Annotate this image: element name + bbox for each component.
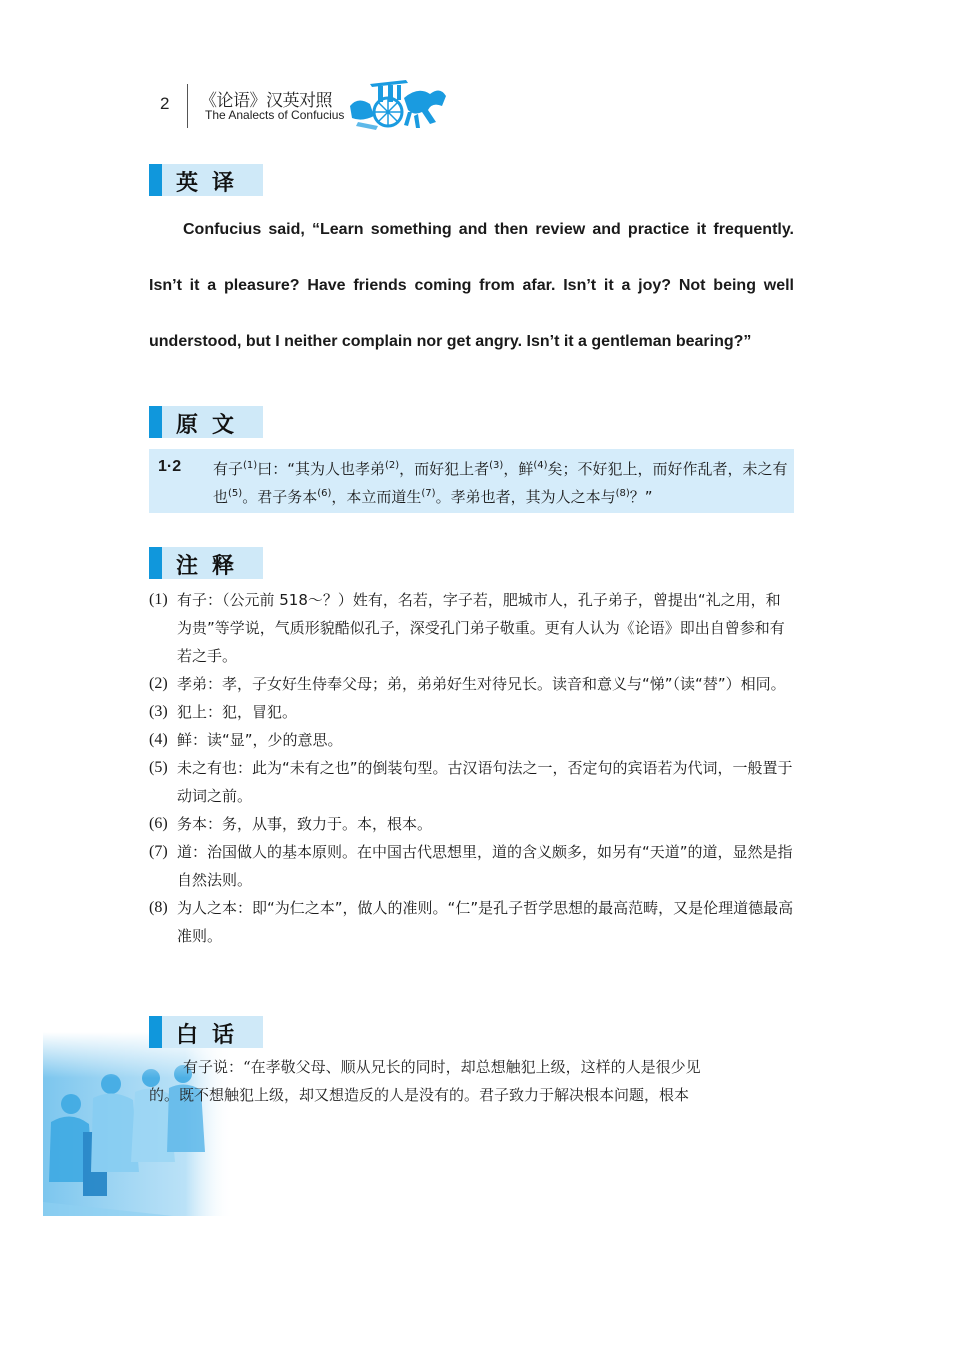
note-item	[149, 698, 794, 726]
section-heading-label: 英译	[176, 171, 249, 196]
page-number: 2	[160, 94, 170, 113]
note-item	[149, 810, 794, 838]
note-item	[149, 670, 794, 698]
accent-bar	[149, 406, 162, 438]
passage-text: ？”	[629, 488, 653, 506]
notes-list	[149, 586, 794, 950]
footnote-marker: (3)	[489, 460, 504, 471]
note-number: (1)	[149, 591, 168, 608]
passage-text: 矣；不好犯上，而好作乱者，未之有也	[213, 460, 788, 506]
footnote-marker: (6)	[317, 488, 332, 499]
note-item	[149, 754, 794, 810]
note-text: 为人之本：即“为仁之本”，做人的准则。“仁”是孔子哲学思想的最高范畴，又是伦理道德最高准则。	[177, 899, 794, 945]
footnote-marker: (7)	[421, 488, 436, 499]
chariot-emblem-icon	[348, 76, 450, 134]
note-number: (6)	[149, 815, 168, 832]
original-passage	[213, 455, 789, 511]
footnote-marker: (2)	[384, 460, 400, 471]
note-item	[149, 838, 794, 894]
note-text: 鲜：读“显”，少的意思。	[177, 731, 343, 749]
passage-text: ，而好犯上者	[399, 460, 490, 478]
section-heading-original	[149, 406, 263, 438]
note-text: 未之有也：此为“未有之也”的倒装句型。古汉语句法之一，否定句的宾语若为代词，一般置于动词之前。	[177, 759, 793, 805]
section-heading-notes	[149, 547, 263, 579]
footnote-marker: (4)	[533, 460, 548, 471]
passage-text: 有子	[213, 460, 244, 478]
footnote-marker: (1)	[243, 460, 258, 471]
note-text: 孝弟：孝，子女好生侍奉父母；弟，弟弟好生对待兄长。读音和意义与“悌”（读“替”）相同。	[177, 675, 786, 693]
section-heading-label: 白话	[176, 1023, 249, 1048]
note-item	[149, 726, 794, 754]
passage-text: 曰：“其为人也孝弟	[257, 460, 385, 478]
note-number: (8)	[149, 899, 168, 916]
english-translation	[149, 202, 794, 370]
passage-number: 1·2	[158, 458, 182, 475]
note-item	[149, 894, 794, 950]
note-text: 道：治国做人的基本原则。在中国古代思想里，道的含义颇多，如另有“天道”的道，显然是指自然法则。	[177, 843, 793, 889]
english-line: understood, but I neither complain nor get angry. Isn’t it a gentleman bearing?”	[149, 333, 752, 350]
english-line: Confucius said, “Learn something and then review and practice it frequently.	[183, 221, 794, 238]
english-line: Isn’t it a pleasure? Have friends coming from afar. Isn’t it a joy? Not being well	[149, 277, 794, 294]
passage-text: 。孝弟也者，其为人之本与	[435, 488, 616, 506]
note-number: (4)	[149, 731, 168, 748]
section-heading-english	[149, 164, 263, 196]
passage-text: ，本立而道生	[331, 488, 422, 506]
section-heading-vernacular	[149, 1016, 263, 1048]
vernacular-translation	[149, 1053, 794, 1109]
note-number: (3)	[149, 703, 168, 720]
note-text: 务本：务，从事，致力于。本，根本。	[177, 815, 433, 833]
footnote-marker: (8)	[615, 488, 630, 499]
note-number: (5)	[149, 759, 168, 776]
note-text: 犯上：犯，冒犯。	[177, 703, 298, 721]
section-heading-label: 注释	[176, 554, 249, 579]
note-text: 有子：（公元前 518～？）姓有，名若，字子若，肥城市人，孔子弟子，曾提出“礼之用，和为贵”等学说，气质形貌酷似孔子，深受孔门弟子敬重。更有人认为《论语》即出自曾参和有若之手。	[177, 591, 785, 665]
accent-bar	[149, 164, 162, 196]
accent-bar	[149, 1016, 162, 1048]
header-divider	[187, 84, 188, 128]
passage-text: 。君子务本	[242, 488, 318, 506]
passage-text: ，鲜	[503, 460, 534, 478]
note-number: (2)	[149, 675, 168, 692]
note-item	[149, 586, 794, 670]
book-title-english: The Analects of Confucius	[205, 108, 345, 122]
original-text-box	[149, 449, 794, 513]
vernacular-line: 有子说：“在孝敬父母、顺从兄长的同时，却总想触犯上级，这样的人是很少见	[183, 1058, 701, 1076]
accent-bar	[149, 547, 162, 579]
note-number: (7)	[149, 843, 168, 860]
footnote-marker: (5)	[228, 488, 243, 499]
section-heading-label: 原文	[176, 413, 249, 438]
book-title-chinese: 《论语》汉英对照	[200, 91, 332, 111]
vernacular-line: 的。既不想触犯上级，却又想造反的人是没有的。君子致力于解决根本问题，根本	[149, 1086, 690, 1104]
